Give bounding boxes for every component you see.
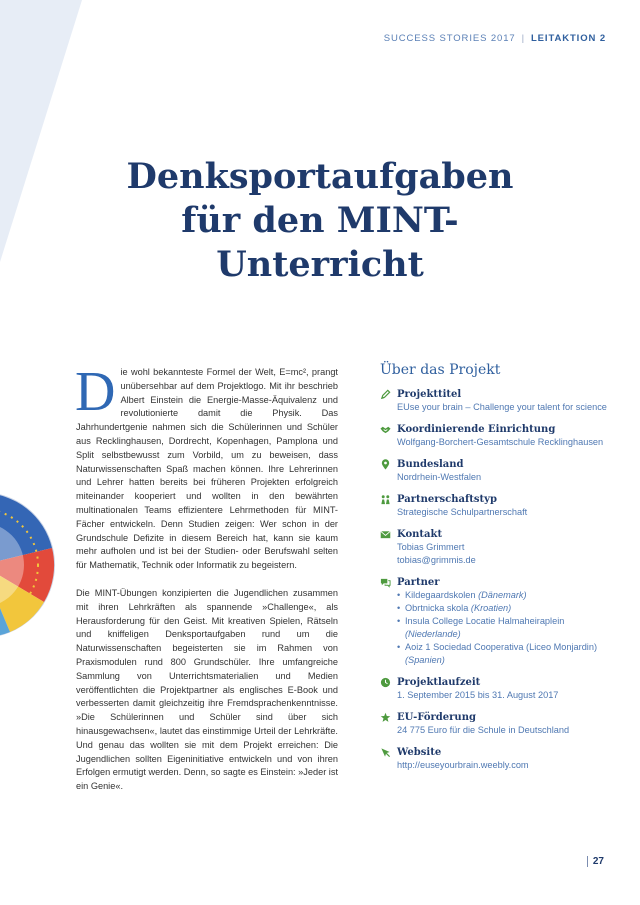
info-website [380,746,612,772]
info-partnerschaftstyp [380,493,612,519]
location-pin-icon [380,459,391,470]
website-label: Website [397,747,442,758]
website-link[interactable]: http://euseyourbrain.weebly.com [397,760,529,770]
partner-list [397,589,612,667]
article-paragraph-1 [75,361,338,573]
project-logo-fragment [0,493,54,637]
pencil-icon [380,389,391,400]
title-line-1: Denksportaufgaben [126,156,514,197]
people-icon [380,494,391,505]
info-einrichtung [380,423,612,449]
einrichtung-value: Wolfgang-Borchert-Gesamtschule Recklinghausen [397,437,604,447]
envelope-icon [380,529,391,540]
article-paragraph-1-text: ie wohl bekannteste Formel der Welt, E=mc², prangt unübersehbar auf dem Projektlogo. Mit ihr beschrieb Albert Einstein die Energie-Masse-Äquivalenz und revolutionierte damit die Physik. Das Jahrhundertgenie nahmen sich die Schülerinnen und Schüler aus Recklinghausen, Dordrecht, Kopenhagen, Pamplona und Split selbstbewusst zum Vorbild, um zu beweisen, dass Naturwissenschaften Spaß machen können. Ihre Lehrerinnen und Lehrer hatten bereits bei früheren Projekten erfolgreich miteinander kooperiert und wollten in den bewährten multinationalen Teams effizientere Lehrmethoden für MINT-Fächer entwickeln. Denn Studien zeigen: Wer schon in der Grundschule Defizite in diesem Bereich hat, kann sie kaum mehr aufholen und ist bei der Studien- oder Berufswahl selten für Mathematik, Technik oder Informatik zu begeistern. [76,367,338,571]
title-line-2: für den MINT- [181,200,459,241]
kontakt-label: Kontakt [397,529,443,540]
info-laufzeit [380,676,612,702]
info-kontakt [380,528,612,567]
kontakt-name: Tobias Grimmert [397,542,465,552]
partnerschaftstyp-value: Strategische Schulpartnerschaft [397,507,528,517]
info-partner [380,576,612,667]
projekttitel-label: Projekttitel [397,389,462,400]
title-line-3: Unterricht [216,244,424,285]
project-info-heading: Über das Projekt [380,362,501,378]
info-projekttitel [380,388,612,414]
page-title [0,155,640,287]
partner-label: Partner [397,577,440,588]
handshake-icon [380,424,391,435]
einrichtung-label: Koordinierende Einrichtung [397,424,556,435]
project-info-box [380,362,612,781]
partner-item: • Kildegaardskolen (Dänemark) [397,589,612,602]
eu-star-icon [380,712,391,723]
foerderung-label: EU-Förderung [397,712,476,723]
running-header [384,33,606,44]
partner-item: • Obrtnicka skola (Kroatien) [397,602,612,615]
info-bundesland [380,458,612,484]
laufzeit-label: Projektlaufzeit [397,677,481,688]
header-series: SUCCESS STORIES 2017 [383,33,516,44]
cursor-arrow-icon [380,747,391,758]
partnerschaftstyp-label: Partnerschaftstyp [397,494,497,505]
bundesland-value: Nordrhein-Westfalen [397,472,482,482]
partner-item: • Aoiz 1 Sociedad Cooperativa (Liceo Monjardin) (Spanien) [397,641,612,667]
clock-icon [380,677,391,688]
laufzeit-value: 1. September 2015 bis 31. August 2017 [397,690,559,700]
drop-cap: D [75,361,116,423]
chat-bubble-icon [380,577,391,588]
kontakt-email-link[interactable]: tobias@grimmis.de [397,555,476,565]
info-foerderung [380,711,612,737]
article-body [75,361,338,808]
projekttitel-value: EUse your brain – Challenge your talent for science [397,402,607,412]
article-paragraph-2: Die MINT-Übungen konzipierten die Jugendlichen zusammen mit ihren Lehrkräften als spannende »Challenge«, als Herausforderung für den Geist. Mit kreativen Spielen, Rätseln und kniffeligen Denksportaufgaben rund um die Naturwissenschaften begeisterten sie im Rahmen von Praxismodulen rund 800 Grundschüler. Ihre umfangreiche Sammlung von Unterrichtsmaterialien und Medien veröffentlichten die Projektpartner als englisches E-Book und verbesserten damit gleichzeitig ihre Fremdsprachenkenntnisse. »Die Schülerinnen und Schüler sind über sich hinausgewachsen«, lautet das einstimmige Urteil der Lehrkräfte. Und genau das wollten sie mit dem Projekt erreichen: Die Jugendlichen sollten Eigeninitiative entwickeln und von ihren Erfolgen ermutigt werden. Denn, so sagte es Einstein: »Jeder ist ein Genie«. [76,587,338,792]
bundesland-label: Bundesland [397,459,464,470]
partner-item: • Insula College Locatie Halmaheiraplein (Niederlande) [397,615,612,641]
header-section: LEITAKTION 2 [530,33,606,44]
header-separator: | [521,33,525,44]
page-number: 27 [587,856,604,867]
foerderung-value: 24 775 Euro für die Schule in Deutschland [397,725,570,735]
